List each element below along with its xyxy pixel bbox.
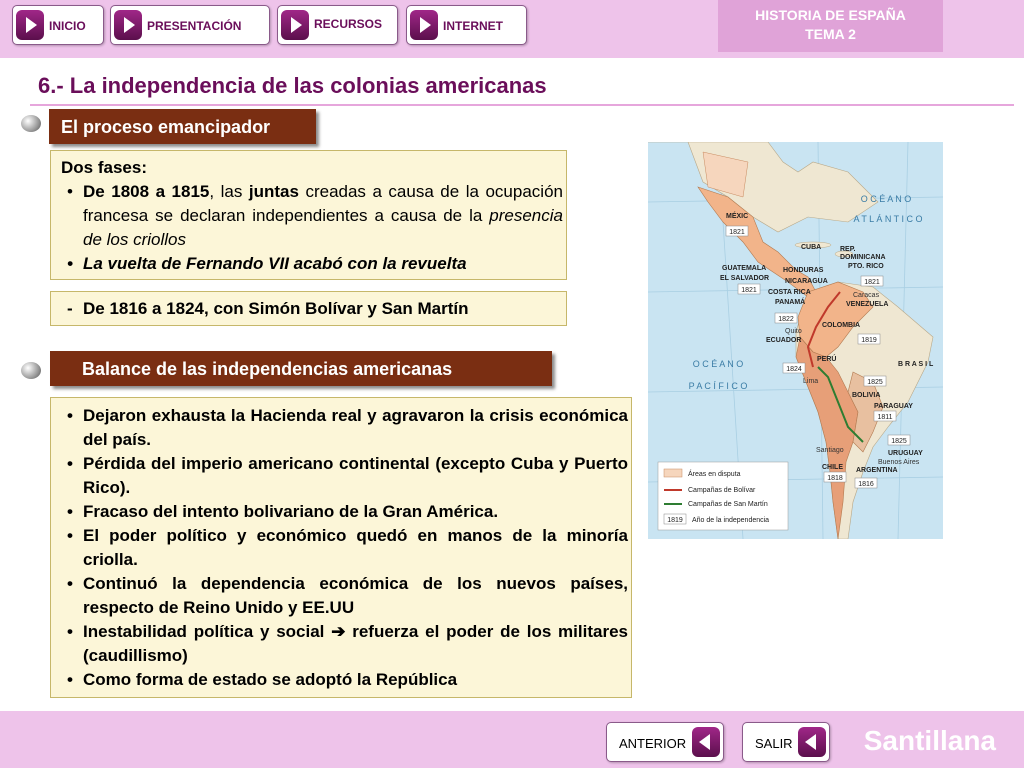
recursos-label: RECURSOS	[314, 17, 383, 31]
country-label: GUATEMALA	[722, 265, 767, 272]
year-tag: 1816	[858, 481, 874, 488]
back-arrow-icon	[692, 727, 720, 757]
list-item	[61, 180, 563, 252]
disputed-swatch	[664, 469, 682, 477]
ocean-label: O C É A N O	[692, 359, 744, 369]
country-label: PTO. RICO	[848, 263, 884, 270]
list-item: • Continuó la dependencia económica de los nuevos países, respecto de Reino Unido y EE.UU	[61, 572, 628, 620]
play-icon	[281, 10, 309, 40]
country-label: CHILE	[822, 464, 843, 471]
criollos-term: presencia de los criollos	[83, 206, 563, 249]
country-label: PARAGUAY	[874, 403, 913, 410]
city-label: Buenos Aires	[878, 459, 920, 466]
subject-title: HISTORIA DE ESPAÑA	[755, 7, 906, 23]
presentacion-button[interactable]	[110, 5, 270, 45]
arrow-right-icon: ➔	[331, 622, 346, 641]
list-item: • La vuelta de Fernando VII acabó con la revuelta	[61, 252, 563, 276]
balance-textbox	[50, 397, 632, 698]
year-tag: 1822	[778, 316, 794, 323]
country-label: COLOMBIA	[822, 322, 861, 329]
country-label: URUGUAY	[888, 450, 923, 457]
north-america-land	[648, 142, 878, 232]
publisher-logo: Santillana	[863, 725, 996, 756]
map-svg	[648, 142, 943, 539]
anterior-button[interactable]	[606, 722, 724, 762]
text-fragment: refuerza el poder de los militares (caudillismo)	[83, 622, 628, 665]
legend-label: Campañas de San Martín	[688, 501, 768, 508]
presentacion-label: PRESENTACIÓN	[147, 19, 242, 33]
year-tag: 1818	[827, 475, 843, 482]
inicio-label: INICIO	[49, 19, 86, 33]
text-fragment: Inestabilidad política y social	[83, 622, 332, 641]
country-label: ARGENTINA	[856, 467, 898, 474]
legend-year-sample: 1819	[667, 517, 683, 524]
list-item	[61, 620, 628, 668]
section-banner-label: Balance de las independencias americanas	[82, 359, 453, 379]
country-label: VENEZUELA	[846, 301, 889, 308]
list-item: • Como forma de estado se adoptó la República	[61, 668, 628, 692]
legend-label: Áreas en disputa	[688, 471, 741, 478]
page-title: 6.- La independencia de las colonias americanas	[38, 73, 547, 98]
list-item: - De 1816 a 1824, con Simón Bolívar y San Martín	[61, 297, 563, 321]
country-label: MÉXIC	[726, 213, 749, 220]
country-label: PERÚ	[817, 356, 837, 363]
city-label: Santiago	[816, 447, 844, 454]
ocean-label: O C É A N O	[860, 194, 912, 204]
ocean-label: A T L Á N T I C O	[853, 214, 923, 224]
juntas-term: juntas	[248, 182, 299, 201]
country-label: PANAMÁ	[775, 299, 806, 306]
list-item: • Fracaso del intento bolivariano de la Gran América.	[61, 500, 628, 524]
salir-button[interactable]	[742, 722, 830, 762]
city-label: Lima	[803, 378, 819, 385]
title-divider	[30, 104, 1014, 106]
independence-map	[648, 142, 943, 539]
country-label: EL SALVADOR	[720, 275, 770, 282]
year-tag: 1821	[864, 279, 880, 286]
section-banner-proceso	[49, 109, 316, 144]
list-item: • El poder político y económico quedó en manos de la minoría criolla.	[61, 524, 628, 572]
subject-badge	[718, 0, 943, 52]
country-label: B R A S I L	[898, 361, 934, 368]
country-label: CUBA	[801, 244, 822, 251]
map-legend	[658, 462, 788, 530]
list-item: • Pérdida del imperio americano continental (excepto Cuba y Puerto Rico).	[61, 452, 628, 500]
text-fragment: creadas a causa de la ocupación francesa se declaran independientes a causa de la	[83, 182, 563, 225]
internet-button[interactable]	[406, 5, 527, 45]
year-tag: 1825	[891, 438, 907, 445]
year-tag: 1824	[786, 366, 802, 373]
country-label: DOMINICANA	[840, 254, 886, 261]
play-icon	[410, 10, 438, 40]
country-label: HONDURAS	[783, 267, 824, 274]
subject-unit: TEMA 2	[805, 26, 856, 42]
section-banner-label: El proceso emancipador	[61, 117, 271, 137]
recursos-button[interactable]	[277, 5, 398, 45]
section-bullet-icon	[21, 362, 41, 379]
section-bullet-icon	[21, 115, 41, 132]
section-banner-balance	[50, 351, 552, 386]
salir-label: SALIR	[755, 736, 793, 751]
country-label: COSTA RICA	[768, 289, 811, 296]
play-icon	[114, 10, 142, 40]
anterior-label: ANTERIOR	[619, 736, 687, 751]
country-label: BOLIVIA	[852, 392, 881, 399]
fases-textbox	[50, 150, 567, 280]
country-label: NICARAGUA	[785, 278, 828, 285]
country-label: REP.	[840, 246, 856, 253]
ocean-label: P A C Í F I C O	[688, 381, 748, 391]
top-navigation-bar	[0, 0, 1024, 58]
list-item: • Dejaron exhausta la Hacienda real y agravaron la crisis económica del país.	[61, 404, 628, 452]
back-arrow-icon	[798, 727, 826, 757]
inicio-button[interactable]	[12, 5, 104, 45]
bottom-navigation-bar	[0, 711, 1024, 768]
legend-label: Campañas de Bolívar	[688, 487, 756, 494]
country-label: ECUADOR	[766, 337, 802, 344]
fase2-textbox	[50, 291, 567, 326]
year-tag: 1821	[729, 229, 745, 236]
year-tag: 1819	[861, 337, 877, 344]
year-tag: 1811	[877, 414, 893, 421]
legend-label: Año de la independencia	[692, 517, 770, 524]
city-label: Quito	[785, 328, 802, 335]
text-fragment: , las	[209, 182, 249, 201]
fase1-dates: De 1808 a 1815	[83, 182, 210, 201]
city-label: Caracas	[853, 292, 880, 299]
year-tag: 1821	[741, 287, 757, 294]
fases-heading: Dos fases:	[61, 158, 147, 177]
year-tag: 1825	[867, 379, 883, 386]
play-icon	[16, 10, 44, 40]
internet-label: INTERNET	[443, 19, 503, 33]
